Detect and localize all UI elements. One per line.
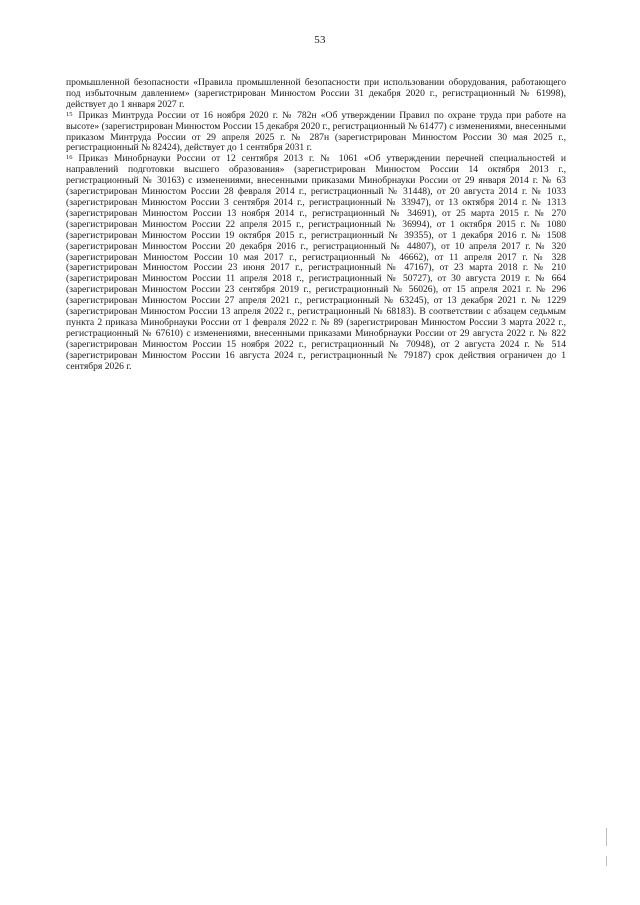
footnote-16 <box>66 154 566 372</box>
scan-artifact <box>606 856 607 866</box>
footnote-text: Приказ Минтруда России от 16 ноября 2020 г. № 782н «Об утверждении Правил по охране труда при работе на высоте» (зарегистрирован Минюстом России 15 декабря 2020 г., регистрационный № 61477) с изменениями, внесенными приказом Минтруда России от 29 апреля 2025 г. № 287н (зарегистрирован Минюстом России 30 мая 2025 г., регистрационный № 82424), действует до 1 сентября 2031 г. <box>66 109 566 154</box>
page-number: 53 <box>314 34 326 46</box>
footnote-continuation <box>66 78 566 111</box>
footnote-15 <box>66 111 566 155</box>
footnote-marker: 15 <box>66 110 73 118</box>
footnote-text: Приказ Минобрнауки России от 12 сентября 2013 г. № 1061 «Об утверждении перечней специальностей и направлений подготовки высшего образования» (зарегистрирован Минюстом России 14 октября 2013 г., регистрационный № 30163) с изменениями, внесенными приказами Минобрнауки России от 29 января 2014 г. № 63 (зарегистрирован Минюстом России 28 февраля 2014 г., регистрационный № 31448), от 20 августа 2014 г. № 1033 (зарегистрирован Минюстом России 3 сентября 2014 г., регистрационный № 33947), от 13 октября 2014 г. № 1313 (зарегистрирован Минюстом России 13 ноября 2014 г., регистрационный № 34691), от 25 марта 2015 г. № 270 (зарегистрирован Минюстом России 22 апреля 2015 г., регистрационный № 36994), от 1 октября 2015 г. № 1080 (зарегистрирован Минюстом России 19 октября 2015 г., регистрационный № 39355), от 1 декабря 2016 г. № 1508 (зарегистрирован Минюстом России 20 декабря 2016 г., регистрационный № 44807), от 10 апреля 2017 г. № 320 (зарегистрирован Минюстом России 10 мая 2017 г., регистрационный № 46662), от 11 апреля 2017 г. № 328 (зарегистрирован Минюстом России 23 июня 2017 г., регистрационный № 47167), от 23 марта 2018 г. № 210 (зарегистрирован Минюстом России 11 апреля 2018 г., регистрационный № 50727), от 30 августа 2019 г. № 664 (зарегистрирован Минюстом России 23 сентября 2019 г., регистрационный № 56026), от 15 апреля 2021 г. № 296 (зарегистрирован Минюстом России 27 апреля 2021 г., регистрационный № 63245), от 13 декабря 2021 г. № 1229 (зарегистрирован Минюстом России 13 апреля 2022 г., регистрационный № 68183). В соответствии с абзацем седьмым пункта 2 приказа Минобрнауки России от 1 февраля 2022 г. № 89 (зарегистрирован Минюстом России 3 марта 2022 г., регистрационный № 67610) с изменениями, внесенными приказами Минобрнауки России от 29 августа 2022 г. № 822 (зарегистрирован Минюстом России 15 ноября 2022 г., регистрационный № 70948), от 2 августа 2024 г. № 514 (зарегистрирован Минюстом России 16 августа 2024 г., регистрационный № 79187) срок действия ограничен до 1 сентября 2026 г. <box>66 153 566 372</box>
footnote-text: промышленной безопасности «Правила промышленной безопасности при использовании оборудования, работающего под избыточным давлением» (зарегистрирован Минюстом России 31 декабря 2020 г., регистрационный № 61998), действует до 1 января 2027 г. <box>66 77 566 110</box>
footnote-marker: 16 <box>66 154 73 162</box>
scan-artifact <box>606 828 607 846</box>
footnotes-block <box>66 78 566 372</box>
